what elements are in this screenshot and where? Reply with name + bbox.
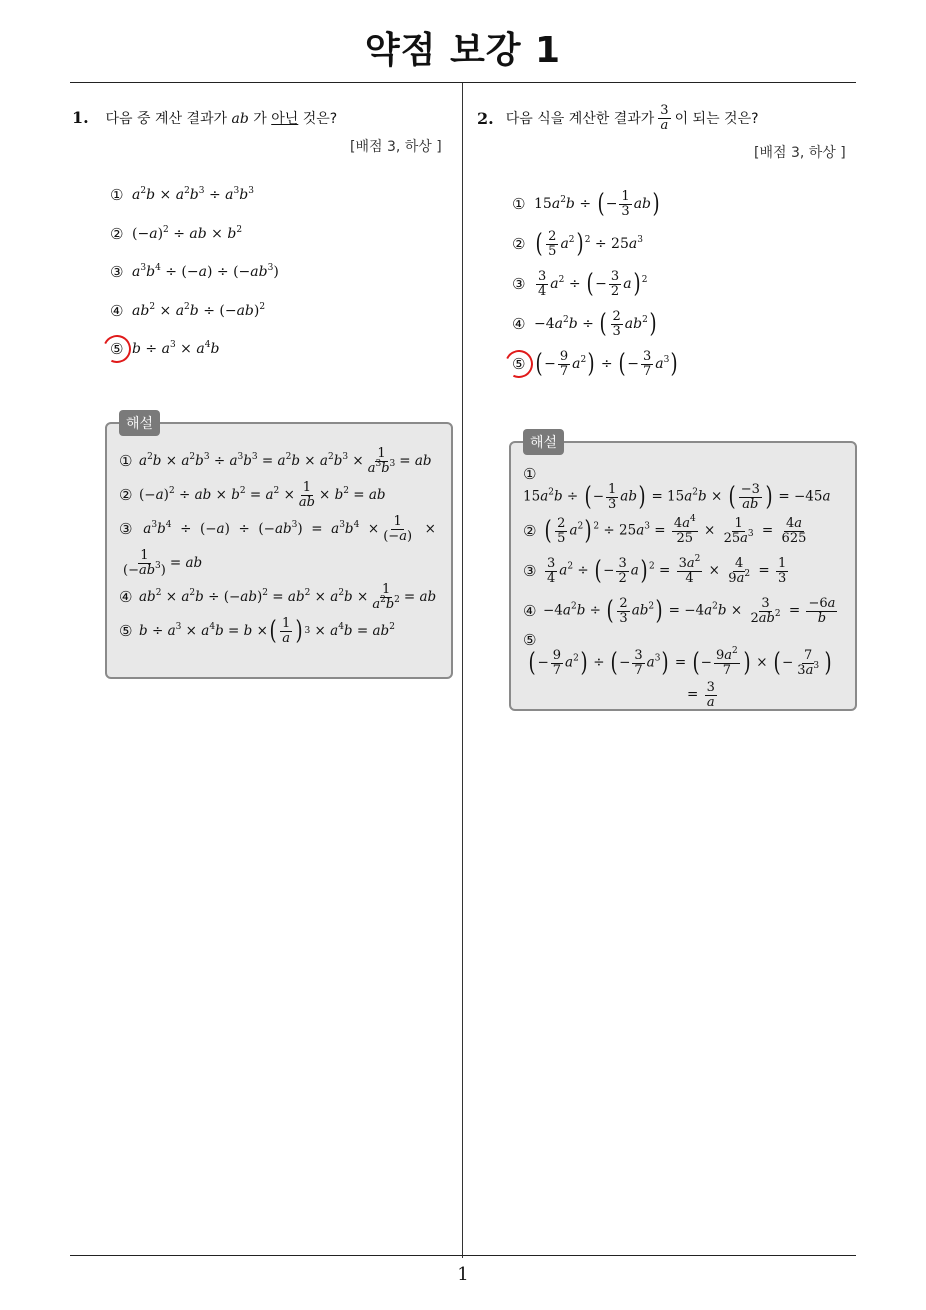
question-2-number: 2. <box>477 108 494 128</box>
question-2-text-pre: 다음 식을 계산한 결과가 <box>505 111 655 128</box>
q2-choice-2[interactable] <box>512 224 679 264</box>
question-2 <box>477 104 759 132</box>
correct-answer-mark <box>99 331 135 367</box>
q2-choice-2-marker: ② <box>512 235 526 253</box>
q1-choice-1-expr: $a^2b \times a^2b^3 \div a^3b^3$ <box>132 186 254 204</box>
q2-choice-3-expr: $\frac{3}{4}$ $a^2$ ÷ ( − $\frac{3}{2}$ a) $^2$ <box>538 268 648 299</box>
q2-solution-line-4: ④ $-4a^2b$ ÷ ( $\frac{2}{3}$ $ab^2) = -4a^2b$ × $\frac{3}{2ab^2}$ = $\frac{-6a}{b}$ <box>523 596 836 627</box>
q1-choice-3[interactable] <box>110 253 279 292</box>
q2-choice-5-marker: ⑤ <box>512 355 526 373</box>
question-2-solution-label: 해설 <box>523 429 564 455</box>
question-1-text-pre: 다음 중 계산 결과가 <box>105 111 228 127</box>
q1-choice-2[interactable] <box>110 215 279 254</box>
question-1 <box>72 108 337 128</box>
q2-solution-line-5b: = $\frac{3}{a}$ <box>687 680 715 711</box>
q2-choice-5-expr: ( − $\frac{9}{7}$ $a^2$) ÷ ( − $\frac{3}{7}$ $a^3$) <box>535 348 678 379</box>
question-2-choices <box>512 184 679 384</box>
question-2-solution-box <box>509 441 857 711</box>
q1-choice-5-marker: ⑤ <box>110 340 124 359</box>
question-1-number: 1. <box>72 108 89 127</box>
question-2-meta: [배점 3, 하상 ] <box>754 145 846 161</box>
correct-answer-mark <box>501 346 537 382</box>
q1-choice-4-marker: ④ <box>110 301 124 320</box>
q1-choice-3-marker: ③ <box>110 263 124 282</box>
bottom-rule <box>70 1255 856 1256</box>
question-2-target-fraction: $\frac{3}{a}$ <box>660 103 669 133</box>
q2-solution-line-2: ② ( $\frac{2}{5}$ $a^2$) $^2 \div 25a^3$ = $\frac{4a^4}{25}$ × $\frac{1}{25a^3}$ = $\frac{4a}{625}$ <box>523 514 807 547</box>
q1-choice-2-expr: $(-a)^2$ ÷ ab × $b^2$ <box>132 224 243 242</box>
question-1-solution-box <box>105 422 453 679</box>
question-1-choices <box>110 176 279 369</box>
q2-choice-3[interactable] <box>512 264 679 304</box>
q1-choice-5-expr: $b \div a^3 \times a^4b$ <box>132 340 220 358</box>
q2-choice-4-expr: $-4a^2b$ ÷ ( $\frac{2}{3}$ $ab^2$) <box>534 308 657 339</box>
question-2-text-post: 이 되는 것은? <box>674 111 759 128</box>
column-divider <box>462 83 463 1258</box>
q2-solution-line-1: ① $15a^2b$ ÷ ( − $\frac{1}{3}$ $ab) = 15a^2b$ × ( $\frac{-3}{ab}$ ) = −45a <box>523 465 831 513</box>
q1-solution-line-5: ⑤ $b \div a^3 \times a^4b = b$ × ( $\frac{1}{a}$ ) 3 × $a^4b = ab^2$ <box>119 615 395 646</box>
question-1-text-post: 것은? <box>302 111 338 127</box>
q1-choice-2-marker: ② <box>110 224 124 243</box>
q1-solution-line-2: ② $(-a)^2$ ÷ ab × $b^2 = a^2$ × $\frac{1}{ab}$ × $b^2$ = ab <box>119 479 386 510</box>
q2-choice-1-expr: $15a^2b$ ÷ ( − $\frac{1}{3}$ ab) <box>534 188 660 219</box>
question-1-solution-label: 해설 <box>119 410 160 436</box>
page-title: 약점 보강 1 <box>364 30 562 71</box>
q2-choice-5[interactable] <box>512 344 679 384</box>
q1-choice-1-marker: ① <box>110 186 124 205</box>
q1-choice-3-expr: $a^3b^4 \div (-a) \div (-ab^3)$ <box>132 263 279 281</box>
q2-choice-1-marker: ① <box>512 195 526 213</box>
q1-choice-4[interactable] <box>110 292 279 331</box>
question-1-text-mid: 가 <box>253 111 267 127</box>
q1-choice-1[interactable] <box>110 176 279 215</box>
q2-choice-2-expr: ( $\frac{2}{5}$ $a^2$) $^2 \div 25a^3$ <box>535 228 643 259</box>
q2-choice-4[interactable] <box>512 304 679 344</box>
q1-choice-4-expr: $ab^2 \times a^2b \div (-ab)^2$ <box>132 301 266 319</box>
q2-solution-line-3: ③ $\frac{3}{4}$ $a^2$ ÷ ( − $\frac{3}{2}$ a) $^2$ = $\frac{3a^2}{4}$ × $\frac{4}{9a^2}$ = $\frac{1}{3}$ <box>523 554 787 587</box>
q2-choice-3-marker: ③ <box>512 275 526 293</box>
q2-choice-1[interactable] <box>512 184 679 224</box>
q2-choice-4-marker: ④ <box>512 315 526 333</box>
q2-solution-line-5: ⑤ ( − $\frac{9}{7}$ $a^2$) ÷ ( − $\frac{3}{7}$ $a^3$) = ( − $\frac{9a^2}{7}$ ) × ( − $\frac{7}{3a^3}$ ) <box>523 631 832 679</box>
question-1-text <box>105 111 337 127</box>
q1-solution-line-3b: $\frac{1}{(-ab^3)}$ = ab <box>123 547 203 578</box>
q1-solution-line-4: ④ $ab^2 \times a^2b \div (-ab)^2 = ab^2 \times a^2b$ × $\frac{1}{a^2b^2}$ = ab <box>119 581 437 612</box>
top-rule <box>70 82 856 83</box>
q1-solution-line-1: ① $a^2b \times a^2b^3 \div a^3b^3 = a^2b \times a^2b^3$ × $\frac{1}{a^3b^3}$ = ab <box>119 445 432 476</box>
q1-solution-line-3: ③ $a^3b^4 \div (-a) \div (-ab^3) = a^3b^4$ × $\frac{1}{(-a)}$ × <box>119 513 436 544</box>
question-1-meta: [배점 3, 하상 ] <box>350 139 442 155</box>
question-1-text-underlined: 아닌 <box>271 111 299 127</box>
q1-choice-5[interactable] <box>110 330 279 369</box>
question-1-text-var: ab <box>231 111 249 127</box>
page-number: 1 <box>457 1264 469 1285</box>
